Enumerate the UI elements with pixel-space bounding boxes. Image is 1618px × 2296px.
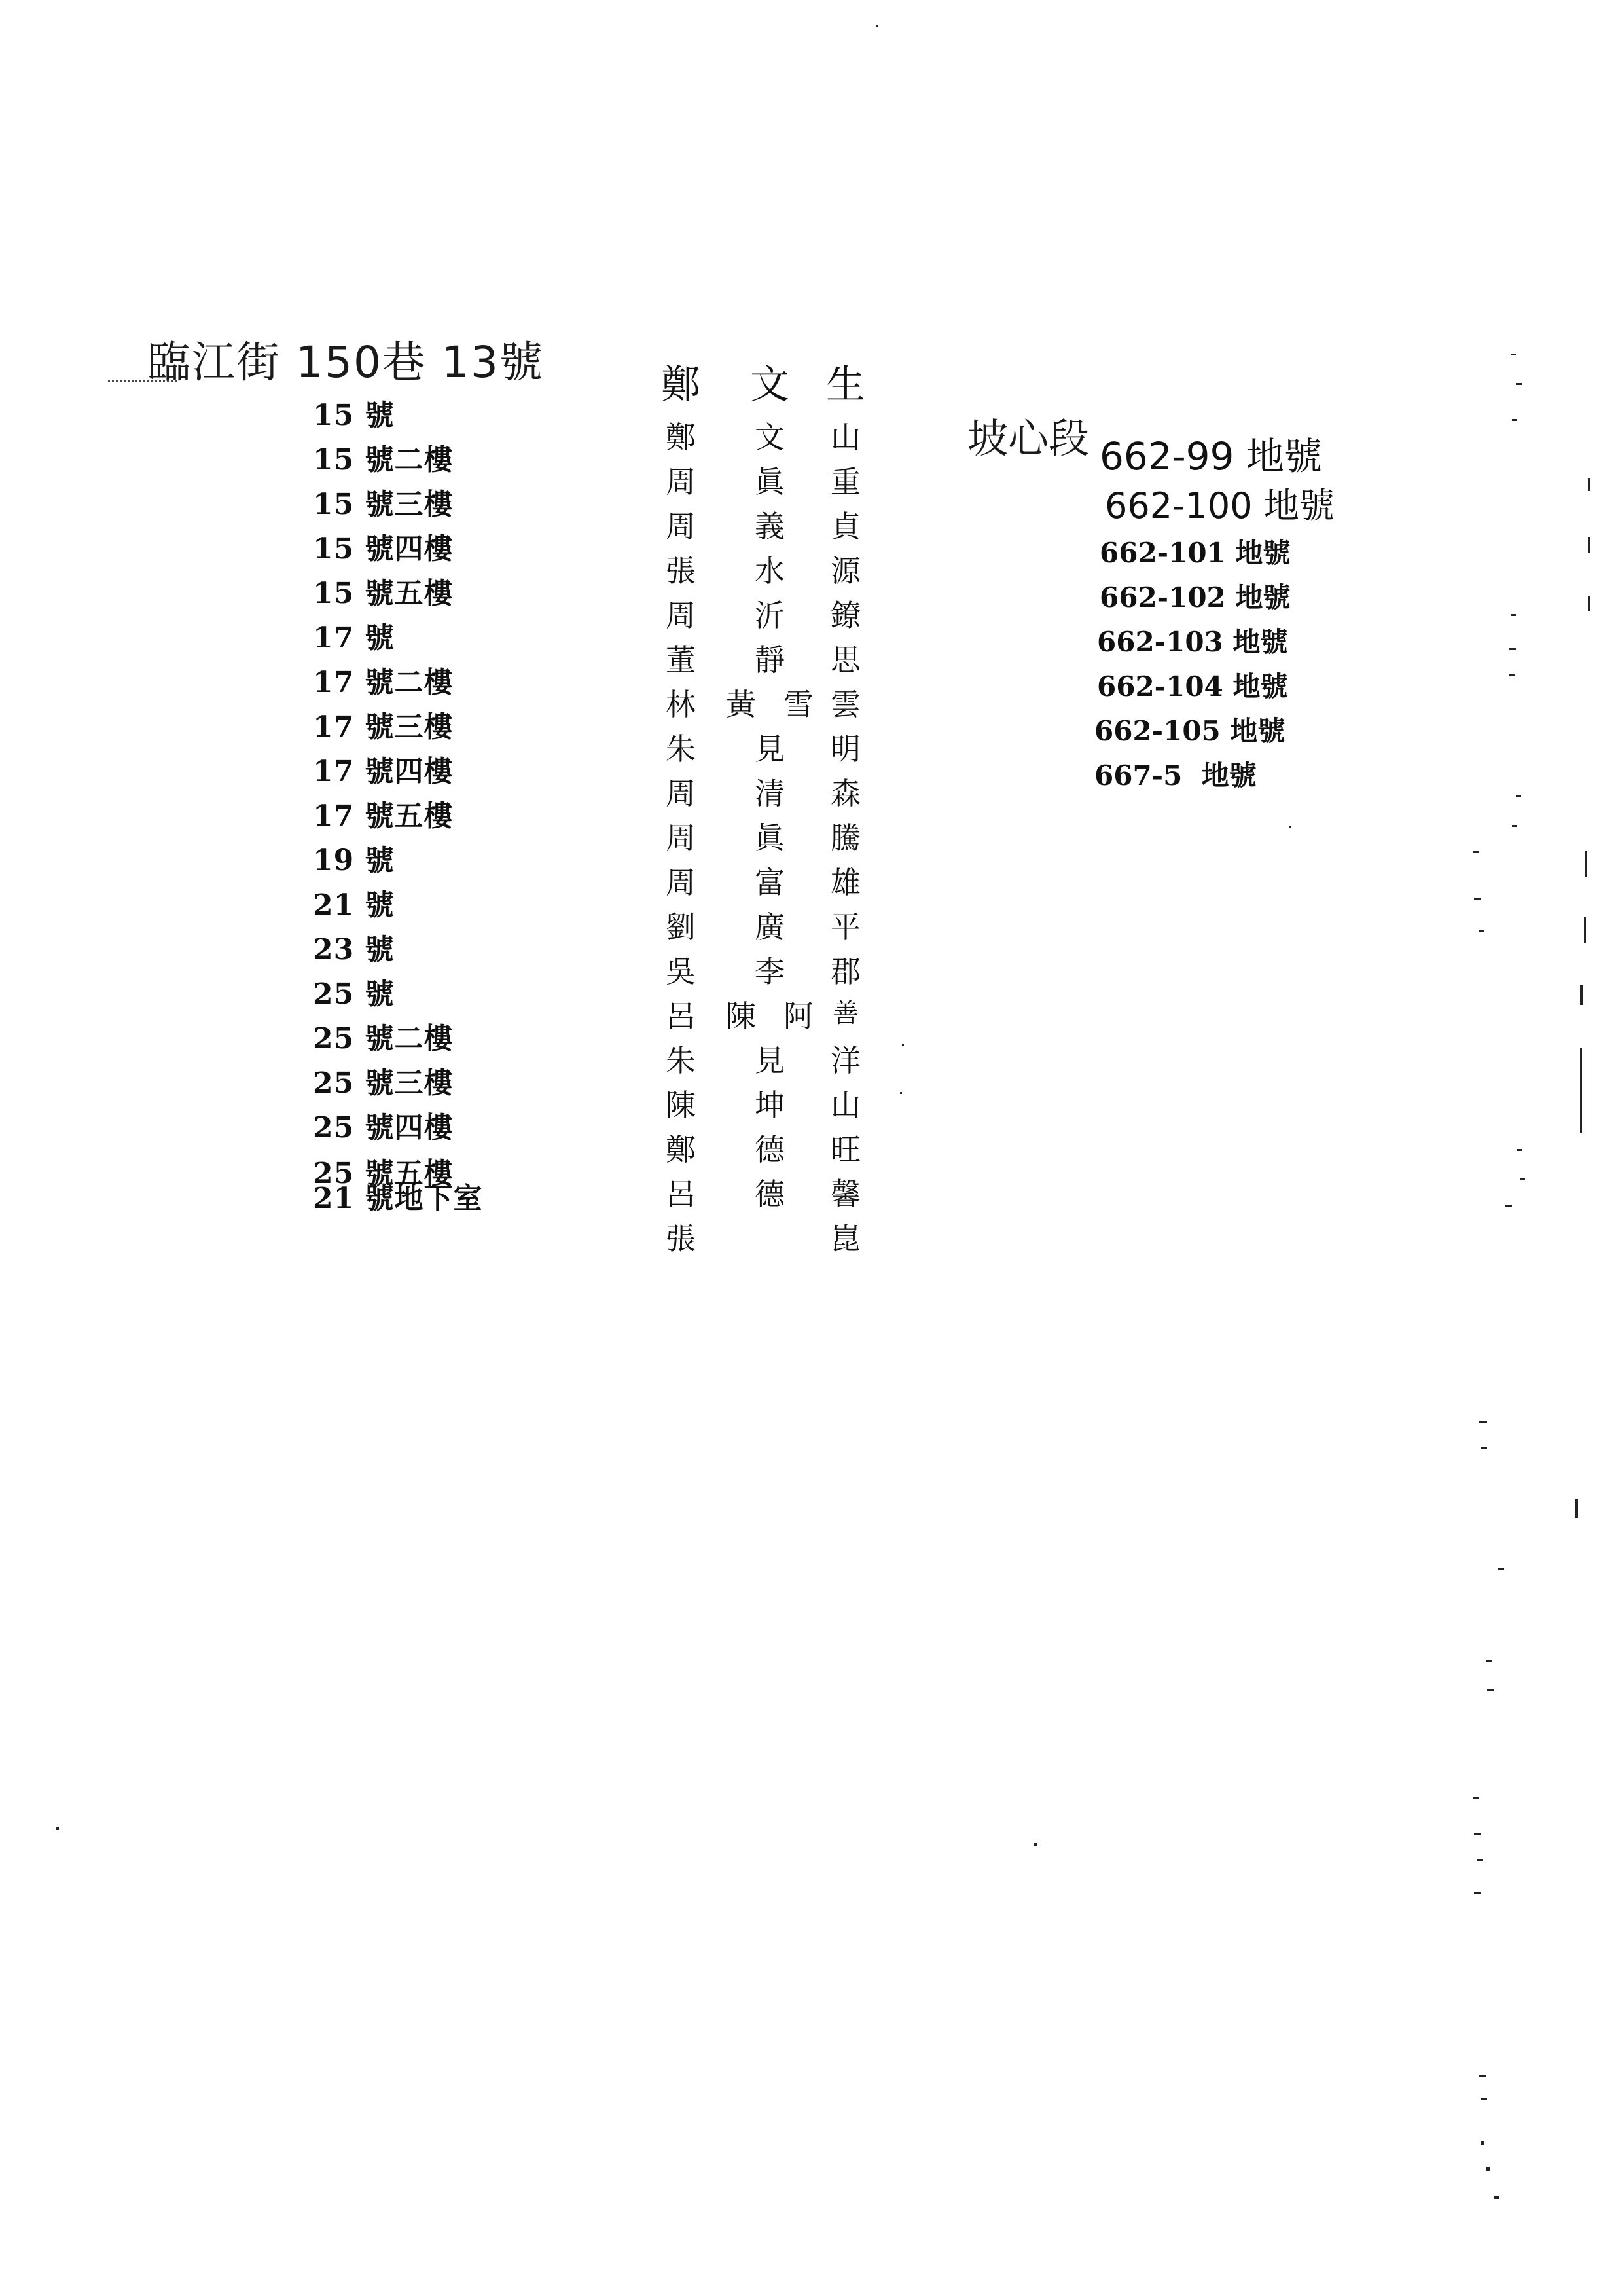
scan-speck: [1494, 2196, 1499, 2199]
owner-name-char: 明: [831, 731, 861, 767]
owner-name-char: 德: [755, 1132, 785, 1167]
scan-speck: [1584, 917, 1586, 943]
address-item: 15 號: [313, 399, 395, 432]
owner-name-char: 騰: [831, 820, 861, 856]
header-underline: [108, 380, 177, 382]
owner-name-char: 朱: [666, 1043, 696, 1078]
scan-speck: [1511, 354, 1516, 355]
scan-speck: [1479, 930, 1484, 932]
owner-name-row: [661, 547, 871, 587]
address-item: 15 號三樓: [313, 488, 454, 521]
owner-name-char: 呂: [666, 998, 696, 1034]
owner-name-char: 張: [666, 1221, 696, 1256]
owner-name-char: 林: [666, 687, 696, 722]
scan-speck: [1479, 1421, 1487, 1423]
owner-name-row: [661, 1215, 871, 1254]
owner-name-char: 馨: [831, 1176, 861, 1212]
scan-speck: [1481, 2098, 1487, 2100]
scan-speck: [1511, 614, 1516, 616]
owner-name-row: [661, 948, 871, 987]
address-item: 17 號四樓: [313, 755, 454, 788]
scan-speck: [1289, 826, 1291, 828]
owner-name-char: 陳: [726, 998, 756, 1034]
address-item: 17 號: [313, 621, 395, 655]
owner-name-char: 周: [666, 509, 696, 544]
owner-name-row: [661, 993, 871, 1032]
address-item: 25 號五樓: [313, 1157, 454, 1190]
owner-name-char: 雪: [783, 687, 814, 722]
address-item: 23 號: [313, 933, 395, 966]
scan-speck: [1481, 2141, 1484, 2145]
scan-speck: [1580, 985, 1583, 1005]
owner-name-row: [661, 1037, 871, 1076]
owner-name-char: 崑: [831, 1221, 861, 1256]
owner-name-char: 思: [831, 642, 861, 678]
owner-name-char: 鄭: [666, 420, 696, 455]
scan-speck: [1516, 795, 1521, 797]
owner-name-char: 陳: [666, 1087, 696, 1123]
owner-name-char: 坤: [755, 1087, 785, 1123]
owner-name-char: 眞: [755, 820, 785, 856]
owner-name-char: 郡: [831, 954, 861, 989]
owner-name-row: [661, 1171, 871, 1210]
owner-name-char: 平: [831, 909, 861, 945]
owner-name-row: [661, 636, 871, 676]
address-item: 17 號二樓: [313, 666, 454, 699]
scan-speck: [1509, 648, 1516, 650]
owner-name-char: 鄭: [661, 362, 700, 408]
owner-name-char: 重: [831, 464, 861, 500]
address-item: 15 號五樓: [313, 577, 454, 610]
owner-name-char: 眞: [755, 464, 785, 500]
scan-speck: [1588, 478, 1590, 491]
scan-speck: [1487, 1689, 1494, 1691]
owner-name-char: 雄: [831, 865, 861, 900]
owner-name-char: 清: [755, 776, 785, 811]
owner-name-row: [661, 458, 871, 498]
owner-name-char: 吳: [666, 954, 696, 989]
owner-name-char: 旺: [831, 1132, 861, 1167]
address-item: 25 號: [313, 977, 395, 1011]
owner-name-char: 劉: [666, 909, 696, 945]
owner-name-row: [661, 725, 871, 765]
scan-speck: [1486, 1660, 1492, 1662]
owner-name-row: [661, 592, 871, 631]
scan-speck: [1585, 851, 1587, 877]
owner-name-char: 鐐: [831, 598, 861, 633]
address-item: 15 號四樓: [313, 532, 454, 566]
owner-name-row: [661, 859, 871, 898]
scan-speck: [900, 1092, 902, 1094]
owner-name-row: [661, 503, 871, 542]
scan-speck: [1580, 1048, 1582, 1133]
owner-name-char: 沂: [755, 598, 785, 633]
scan-speck: [1516, 383, 1522, 385]
scan-speck: [1474, 898, 1481, 900]
owner-name-char: 靜: [755, 642, 785, 678]
scan-speck: [1517, 1149, 1522, 1151]
land-lot: 662-102 地號: [1100, 581, 1291, 613]
owner-name-char: 義: [755, 509, 785, 544]
address-item: 15 號二樓: [313, 443, 454, 477]
owner-name-char: 德: [755, 1176, 785, 1212]
owner-name-row: [661, 1082, 871, 1121]
scan-speck: [1588, 596, 1590, 611]
land-lot: 662-104 地號: [1097, 670, 1288, 702]
owner-name-char: 見: [755, 731, 785, 767]
scan-speck: [1474, 1833, 1481, 1835]
owner-name-char: 善: [833, 998, 859, 1029]
address-item: 25 號四樓: [313, 1111, 454, 1144]
scan-speck: [1481, 1447, 1487, 1449]
owner-name-char: 富: [755, 865, 785, 900]
scan-speck: [1575, 1499, 1578, 1518]
scan-speck: [1034, 1843, 1037, 1846]
owner-name-char: 文: [755, 420, 785, 455]
owner-name-char: 源: [831, 553, 861, 589]
scan-speck: [1486, 2167, 1490, 2171]
address-item: 21 號地下室: [313, 1182, 483, 1215]
address-item: 17 號三樓: [313, 710, 454, 744]
owner-name-char: 周: [666, 464, 696, 500]
owner-name-row: [661, 770, 871, 809]
owner-name-char: 阿: [783, 998, 814, 1034]
owner-name-char: 黃: [726, 687, 756, 722]
land-lot: 667-5 地號: [1094, 759, 1257, 792]
owner-name-row: [661, 414, 871, 453]
owner-name-char: 李: [755, 954, 785, 989]
scan-speck: [1479, 2075, 1486, 2077]
owner-name-row: [661, 814, 871, 854]
scan-speck: [56, 1827, 59, 1830]
owner-name-row: [661, 354, 871, 408]
owner-name-char: 貞: [831, 509, 861, 544]
owner-name-char: 周: [666, 598, 696, 633]
street-header: 臨江街 150巷 13號: [147, 337, 544, 388]
land-lot: 662-103 地號: [1097, 626, 1288, 658]
owner-name-row: [661, 681, 871, 720]
owner-name-char: 山: [831, 1087, 861, 1123]
owner-name-char: 鄭: [666, 1132, 696, 1167]
address-item: 19 號: [313, 844, 395, 877]
scan-speck: [1512, 825, 1517, 827]
scan-speck: [1512, 419, 1517, 421]
scan-speck: [1473, 851, 1479, 853]
owner-name-char: 董: [666, 642, 696, 678]
scan-speck: [902, 1044, 904, 1046]
owner-name-char: 生: [826, 362, 865, 408]
owner-name-char: 森: [831, 776, 861, 811]
owner-name-char: 朱: [666, 731, 696, 767]
scan-speck: [1473, 1797, 1479, 1799]
owner-name-char: 洋: [831, 1043, 861, 1078]
land-lot: 662-100 地號: [1105, 485, 1335, 526]
owner-name-char: 周: [666, 776, 696, 811]
owner-name-char: 廣: [755, 909, 785, 945]
owner-name-char: 張: [666, 553, 696, 589]
owner-name-char: 文: [750, 362, 789, 408]
scan-speck: [1498, 1568, 1504, 1570]
land-lot: 662-105 地號: [1094, 715, 1285, 747]
owner-name-row: [661, 1126, 871, 1165]
scan-speck: [1588, 537, 1590, 553]
owner-name-char: 水: [755, 553, 785, 589]
address-item: 25 號二樓: [313, 1022, 454, 1055]
owner-name-char: 雲: [831, 687, 861, 722]
owner-name-char: 見: [755, 1043, 785, 1078]
owner-name-char: 呂: [666, 1176, 696, 1212]
address-item: 21 號: [313, 888, 395, 922]
address-item: 17 號五樓: [313, 799, 454, 833]
address-item: 25 號三樓: [313, 1066, 454, 1100]
land-lot: 662-101 地號: [1100, 537, 1291, 569]
owner-name-char: 山: [831, 420, 861, 455]
land-lot: 662-99 地號: [1100, 434, 1322, 479]
scan-speck: [1509, 674, 1515, 676]
scan-speck: [876, 25, 878, 27]
land-section-label: 坡心段: [967, 414, 1090, 462]
owner-name-char: 周: [666, 820, 696, 856]
scan-speck: [1505, 1205, 1512, 1207]
scan-speck: [1520, 1178, 1525, 1180]
owner-name-char: 周: [666, 865, 696, 900]
scan-speck: [1474, 1892, 1481, 1894]
owner-name-row: [661, 903, 871, 943]
scan-speck: [1477, 1859, 1483, 1861]
